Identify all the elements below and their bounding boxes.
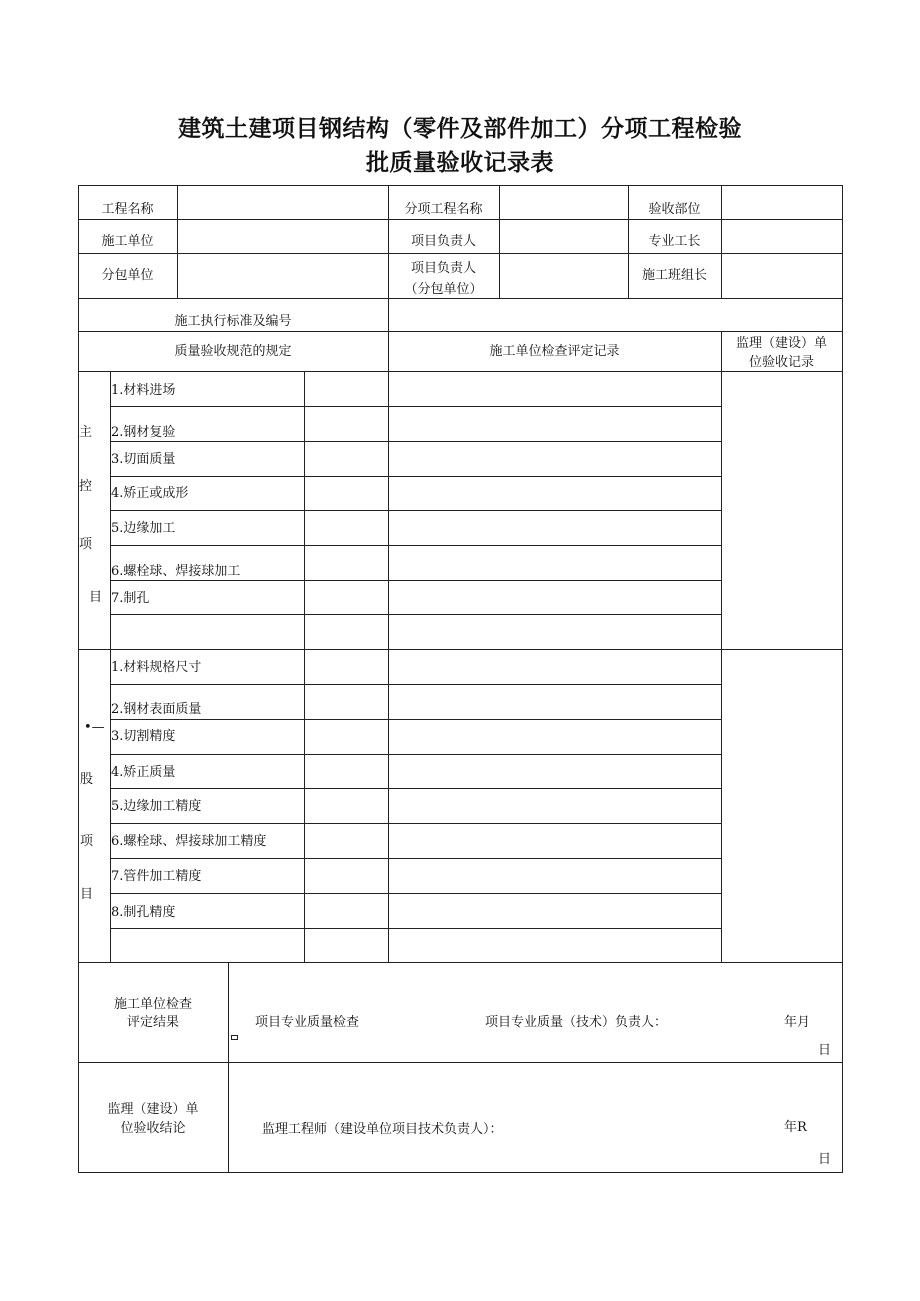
main-control-item: 4.矫正或成形: [111, 486, 189, 501]
construction-record-column-header: 施工单位检查评定记录: [489, 344, 620, 359]
grid-line: [78, 371, 843, 372]
main-control-item: 7.制孔: [111, 591, 150, 606]
general-label-char: 项: [80, 834, 94, 849]
supervision-day: 日: [818, 1152, 832, 1167]
supervision-conclusion-label-line1: 监理（建设）单: [107, 1102, 199, 1117]
grid-line: [110, 754, 722, 755]
grid-line: [110, 684, 722, 685]
general-item: 3.切割精度: [111, 729, 176, 744]
sub-manager-label-line1: 项目负责人: [410, 261, 476, 276]
grid-line: [721, 371, 722, 963]
sub-project-name-label: 分项工程名称: [404, 202, 483, 217]
construction-result-label-line2: 评定结果: [126, 1015, 179, 1030]
grid-line: [78, 219, 843, 220]
general-item: 5.边缘加工精度: [111, 799, 202, 814]
supervision-year-month: 年R: [784, 1120, 807, 1135]
supervision-column-header-line2: 位验收记录: [748, 355, 814, 370]
main-control-label-char: 主: [79, 425, 93, 440]
grid-line: [110, 510, 722, 511]
main-control-label-char: 项: [79, 537, 93, 552]
document-title-line2: 批质量验收记录表: [366, 150, 554, 176]
general-label-char: 股: [80, 772, 94, 787]
project-name-label: 工程名称: [101, 202, 154, 217]
grid-line: [78, 253, 843, 254]
grid-line: [177, 185, 178, 299]
project-manager-label: 项目负责人: [410, 234, 476, 249]
table-border-top: [78, 185, 843, 186]
grid-line: [110, 893, 722, 894]
supervision-engineer-text: 监理工程师（建设单位项目技术负责人）：: [262, 1122, 503, 1137]
supervision-column-header-line1: 监理（建设）单: [735, 336, 827, 351]
standard-label: 施工执行标准及编号: [174, 314, 292, 329]
subcontract-unit-label: 分包单位: [101, 268, 154, 283]
general-label-char: •—: [84, 720, 105, 735]
construction-result-label-line1: 施工单位检查: [113, 997, 192, 1012]
grid-line: [110, 406, 722, 407]
sub-manager-label-line2: （分包单位）: [404, 282, 483, 297]
construction-unit-label: 施工单位: [101, 234, 154, 249]
grid-line: [110, 476, 722, 477]
acceptance-part-label: 验收部位: [648, 202, 701, 217]
general-label-char: 目: [80, 887, 94, 902]
supervision-conclusion-label-line2: 位验收结论: [120, 1121, 186, 1136]
grid-line: [78, 1062, 843, 1063]
grid-line: [78, 649, 843, 650]
general-item: 4.矫正质量: [111, 765, 176, 780]
main-control-label-char: 控: [79, 479, 93, 494]
team-leader-label: 施工班组长: [641, 268, 707, 283]
grid-line: [110, 580, 722, 581]
main-control-item: 6.螺栓球、焊接球加工: [111, 564, 241, 579]
table-border-right: [842, 185, 843, 1173]
general-item: 8.制孔精度: [111, 905, 176, 920]
foreman-label: 专业工长: [648, 234, 701, 249]
quality-check-text: 项目专业质量检查: [255, 1015, 360, 1030]
grid-line: [78, 298, 843, 299]
general-item: 1.材料规格尺寸: [111, 660, 202, 675]
spec-column-header: 质量验收规范的规定: [174, 344, 292, 359]
grid-line: [78, 962, 843, 963]
grid-line: [110, 545, 722, 546]
table-border-bottom: [78, 1172, 843, 1173]
grid-line: [228, 962, 229, 1173]
grid-line: [721, 185, 722, 299]
grid-line: [110, 788, 722, 789]
construction-day: 日: [818, 1043, 832, 1058]
construction-year-month: 年月: [784, 1015, 811, 1030]
grid-line: [388, 371, 389, 963]
tech-manager-text: 项目专业质量（技术）负责人：: [485, 1015, 668, 1030]
document-title-line1: 建筑土建项目钢结构（零件及部件加工）分项工程检验: [178, 116, 742, 142]
grid-line: [110, 823, 722, 824]
main-control-item: 5.边缘加工: [111, 521, 176, 536]
main-control-label-char: 目: [89, 590, 103, 605]
grid-line: [499, 185, 500, 299]
grid-line: [78, 331, 843, 332]
grid-line: [110, 614, 722, 615]
checkbox-mark-icon: [231, 1035, 238, 1040]
main-control-item: 2.钢材复验: [111, 425, 176, 440]
general-item: 7.管件加工精度: [111, 869, 202, 884]
grid-line: [304, 371, 305, 963]
grid-line: [110, 719, 722, 720]
main-control-item: 3.切面质量: [111, 452, 176, 467]
grid-line: [110, 928, 722, 929]
general-item: 2.钢材表面质量: [111, 702, 202, 717]
main-control-item: 1.材料进场: [111, 383, 176, 398]
general-item: 6.螺栓球、焊接球加工精度: [111, 834, 267, 849]
grid-line: [110, 858, 722, 859]
grid-line: [110, 441, 722, 442]
